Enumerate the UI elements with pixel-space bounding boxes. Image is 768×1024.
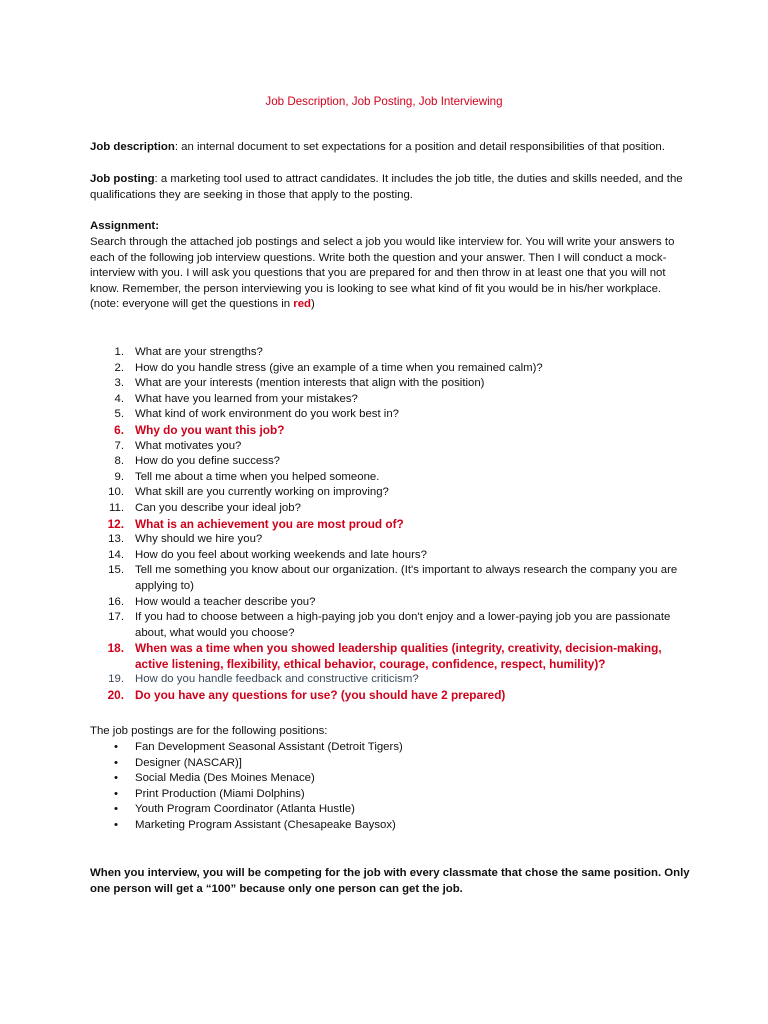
question-text: How do you define success?	[135, 455, 280, 468]
question-item	[90, 470, 680, 486]
question-number: 5.	[114, 408, 124, 421]
job-posting-text: : a marketing tool used to attract candidates. It includes the job title, the duties and skills needed, and the qualifications they are seeking in those that apply to the posting.	[90, 173, 683, 201]
question-text: What are your interests (mention interests that align with the position)	[135, 377, 485, 390]
assignment-close: )	[311, 298, 315, 311]
bullet-icon: •	[114, 803, 118, 816]
question-item	[90, 485, 680, 501]
question-number: 3.	[114, 377, 124, 390]
assignment-red-word: red	[293, 298, 311, 311]
question-text: Tell me something you know about our organization. (It's important to always research the company you are applying to)	[135, 564, 678, 592]
question-item-highlighted	[90, 641, 680, 672]
question-number: 12.	[107, 516, 124, 531]
question-number: 10.	[108, 486, 124, 499]
question-number: 8.	[114, 455, 124, 468]
bullet-icon: •	[114, 772, 118, 785]
positions-intro: The job postings are for the following positions:	[90, 725, 328, 737]
question-text: What kind of work environment do you work best in?	[135, 408, 400, 421]
question-number: 9.	[114, 470, 124, 483]
job-description-term: Job description	[90, 141, 175, 153]
question-item	[90, 439, 680, 455]
position-item	[90, 756, 590, 772]
question-text: Tell me about a time when you helped someone.	[135, 470, 380, 483]
question-item	[90, 345, 680, 361]
assignment-heading: Assignment:	[90, 220, 159, 232]
question-number: 11.	[109, 501, 124, 514]
position-text: Print Production (Miami Dolphins)	[135, 787, 305, 800]
question-number: 14.	[108, 548, 124, 561]
question-item	[90, 454, 680, 470]
question-number: 4.	[114, 392, 124, 405]
question-item	[90, 392, 680, 408]
job-description-text: : an internal document to set expectations for a position and detail responsibilities of that position.	[174, 141, 665, 153]
question-number: 13.	[108, 533, 124, 546]
positions-list	[90, 740, 590, 834]
question-text: How do you handle stress (give an example of a time when you remained calm)?	[135, 361, 543, 374]
position-text: Marketing Program Assistant (Chesapeake Baysox)	[135, 818, 396, 831]
question-item	[90, 501, 680, 517]
bullet-icon: •	[114, 756, 118, 769]
question-item	[90, 563, 680, 594]
question-item	[90, 376, 680, 392]
position-text: Youth Program Coordinator (Atlanta Hustle)	[135, 803, 355, 816]
job-posting-term: Job posting	[90, 173, 155, 185]
bullet-icon: •	[114, 741, 118, 753]
question-text: Do you have any questions for use? (you should have 2 prepared)	[135, 688, 506, 703]
question-number: 1.	[114, 346, 124, 358]
question-item	[90, 595, 680, 611]
question-text: What are your strengths?	[135, 346, 263, 358]
question-item	[90, 672, 680, 688]
question-number: 6.	[114, 422, 124, 437]
question-item-highlighted	[90, 688, 680, 704]
position-text: Designer (NASCAR)]	[135, 756, 242, 769]
question-item	[90, 407, 680, 423]
question-number: 19.	[108, 673, 124, 686]
question-text: How do you feel about working weekends and late hours?	[135, 548, 427, 561]
question-number: 18.	[107, 641, 124, 656]
question-number: 17.	[108, 611, 124, 624]
bullet-icon: •	[114, 787, 118, 800]
question-text: Why do you want this job?	[135, 422, 285, 437]
question-item	[90, 361, 680, 377]
question-text: What skill are you currently working on improving?	[135, 486, 389, 499]
question-item	[90, 548, 680, 564]
question-text: Why should we hire you?	[135, 533, 263, 546]
position-text: Fan Development Seasonal Assistant (Detroit Tigers)	[135, 741, 403, 753]
final-note: When you interview, you will be competing for the job with every classmate that chose the same position. Only one person will get a “100” because only one person can get the job.	[90, 867, 690, 895]
question-item-highlighted	[90, 517, 680, 533]
question-number: 7.	[114, 439, 124, 452]
question-text: How do you handle feedback and constructive criticism?	[135, 673, 419, 686]
question-text: If you had to choose between a high-paying job you don't enjoy and a lower-paying job you are passionate about, what would you choose?	[135, 611, 671, 639]
position-item	[90, 771, 590, 787]
question-text: Can you describe your ideal job?	[135, 501, 301, 514]
assignment-text: Search through the attached job postings and select a job you would like interview for. You will write your answers to each of the following job interview questions. Write both the question and your answer. Then I will conduct a mock-interview with you. I will ask you questions that you are prepared for and then throw in at least one that you will not know. Remember, the person interviewing you is looking to see what kind of fit you would be in his/her workplace. (note: everyone will get the questions in	[90, 236, 675, 311]
position-item	[90, 818, 590, 834]
question-text: What is an achievement you are most proud of?	[135, 516, 404, 531]
position-item	[90, 787, 590, 803]
job-posting-paragraph	[90, 172, 690, 203]
position-item	[90, 740, 590, 756]
questions-list	[90, 345, 680, 704]
document-title: Job Description, Job Posting, Job Interviewing	[265, 95, 503, 108]
position-text: Social Media (Des Moines Menace)	[135, 772, 315, 785]
question-item	[90, 610, 680, 641]
question-number: 15.	[108, 564, 124, 577]
question-item-highlighted	[90, 423, 680, 439]
bullet-icon: •	[114, 818, 118, 831]
question-text: What motivates you?	[135, 439, 242, 452]
question-number: 20.	[107, 688, 124, 703]
question-text: What have you learned from your mistakes?	[135, 392, 358, 405]
question-item	[90, 532, 680, 548]
question-number: 2.	[114, 361, 124, 374]
question-text: How would a teacher describe you?	[135, 595, 316, 608]
question-number: 16.	[108, 595, 124, 608]
job-description-paragraph	[90, 140, 690, 156]
position-item	[90, 802, 590, 818]
assignment-paragraph	[90, 235, 686, 313]
question-text: When was a time when you showed leadership qualities (integrity, creativity, decision-making, active listening, flexibility, ethical behavior, courage, confidence, respect, humility)?	[135, 641, 662, 671]
